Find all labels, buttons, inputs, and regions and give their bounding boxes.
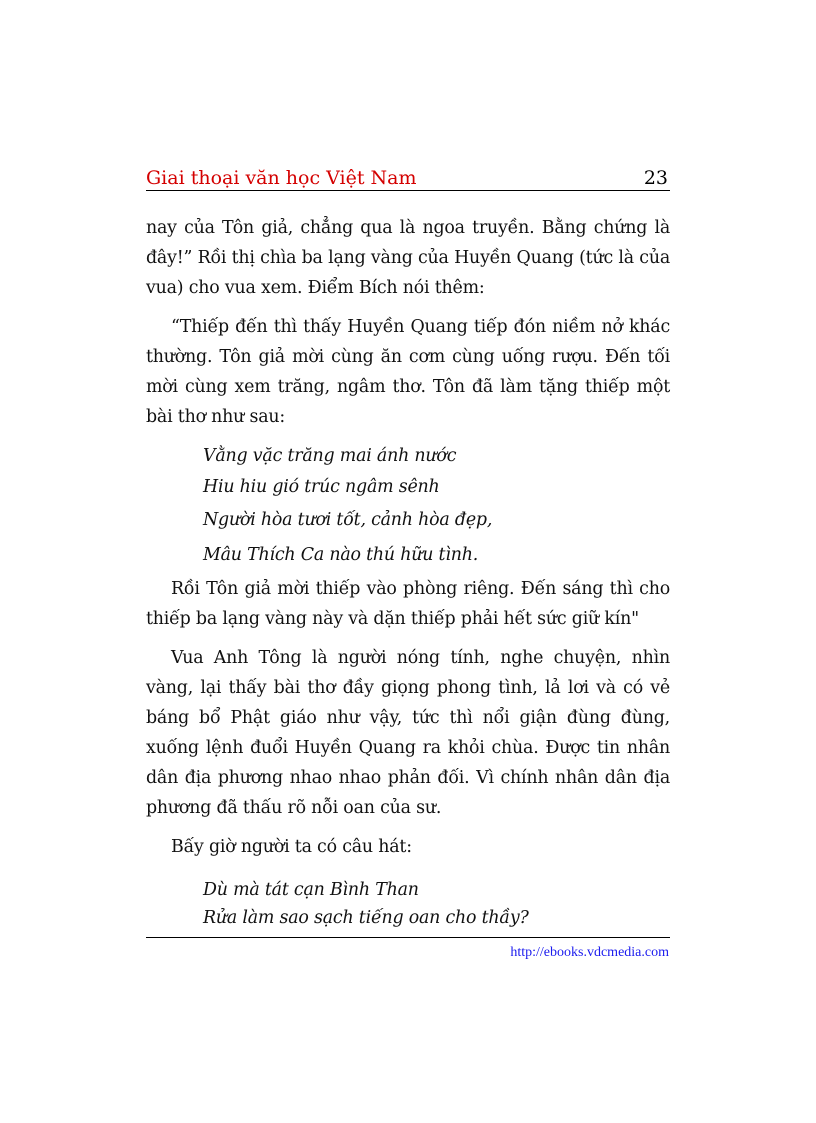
poem-line: Rửa làm sao sạch tiếng oan cho thầy? [203,908,529,928]
page-body [146,213,670,936]
paragraph: Rồi Tôn giả mời thiếp vào phòng riêng. Đến sáng thì cho thiếp ba lạng vàng này và dặn thiếp phải hết sức giữ kín" [146,579,670,629]
page-number: 23 [643,167,668,189]
book-title: Giai thoại văn học Việt Nam [146,167,417,189]
book-page [146,0,670,1123]
source-link[interactable]: http://ebooks.vdcmedia.com [510,945,669,960]
paragraph: “Thiếp đến thì thấy Huyền Quang tiếp đón niềm nở khác thường. Tôn giả mời cùng ăn cơm cùng uống rượu. Đến tối mời cùng xem trăng, ngâm thơ. Tôn đã làm tặng thiếp một bài thơ như sau: [146,317,670,427]
paragraph: Vua Anh Tông là người nóng tính, nghe chuyện, nhìn vàng, lại thấy bài thơ đầy giọng phong tình, lả lơi và có vẻ báng bổ Phật giáo như vậy, tức thì nổi giận đùng đùng, xuống lệnh đuổi Huyền Quang ra khỏi chùa. Được tin nhân dân địa phương nhao nhao phản đối. Vì chính nhân dân địa phương đã thấu rõ nỗi oan của sư. [146,648,670,818]
poem-stanza [203,876,670,932]
paragraph: Bấy giờ người ta có câu hát: [171,837,412,857]
poem-line: Mâu Thích Ca nào thú hữu tình. [203,544,479,565]
poem-line: Vằng vặc trăng mai ánh nước [203,446,457,466]
poem-line: Hiu hiu gió trúc ngâm sênh [203,476,440,497]
poem-line: Người hòa tươi tốt, cảnh hòa đẹp, [203,510,493,530]
poem-line: Dù mà tát cạn Bình Than [203,880,419,900]
page-header [146,164,670,191]
poem-stanza [203,441,670,570]
footer-divider [146,937,670,938]
paragraph: nay của Tôn giả, chẳng qua là ngoa truyền. Bằng chứng là đây!” Rồi thị chìa ba lạng vàng của Huyền Quang (tức là của vua) cho vua xem. Điểm Bích nói thêm: [146,218,670,298]
